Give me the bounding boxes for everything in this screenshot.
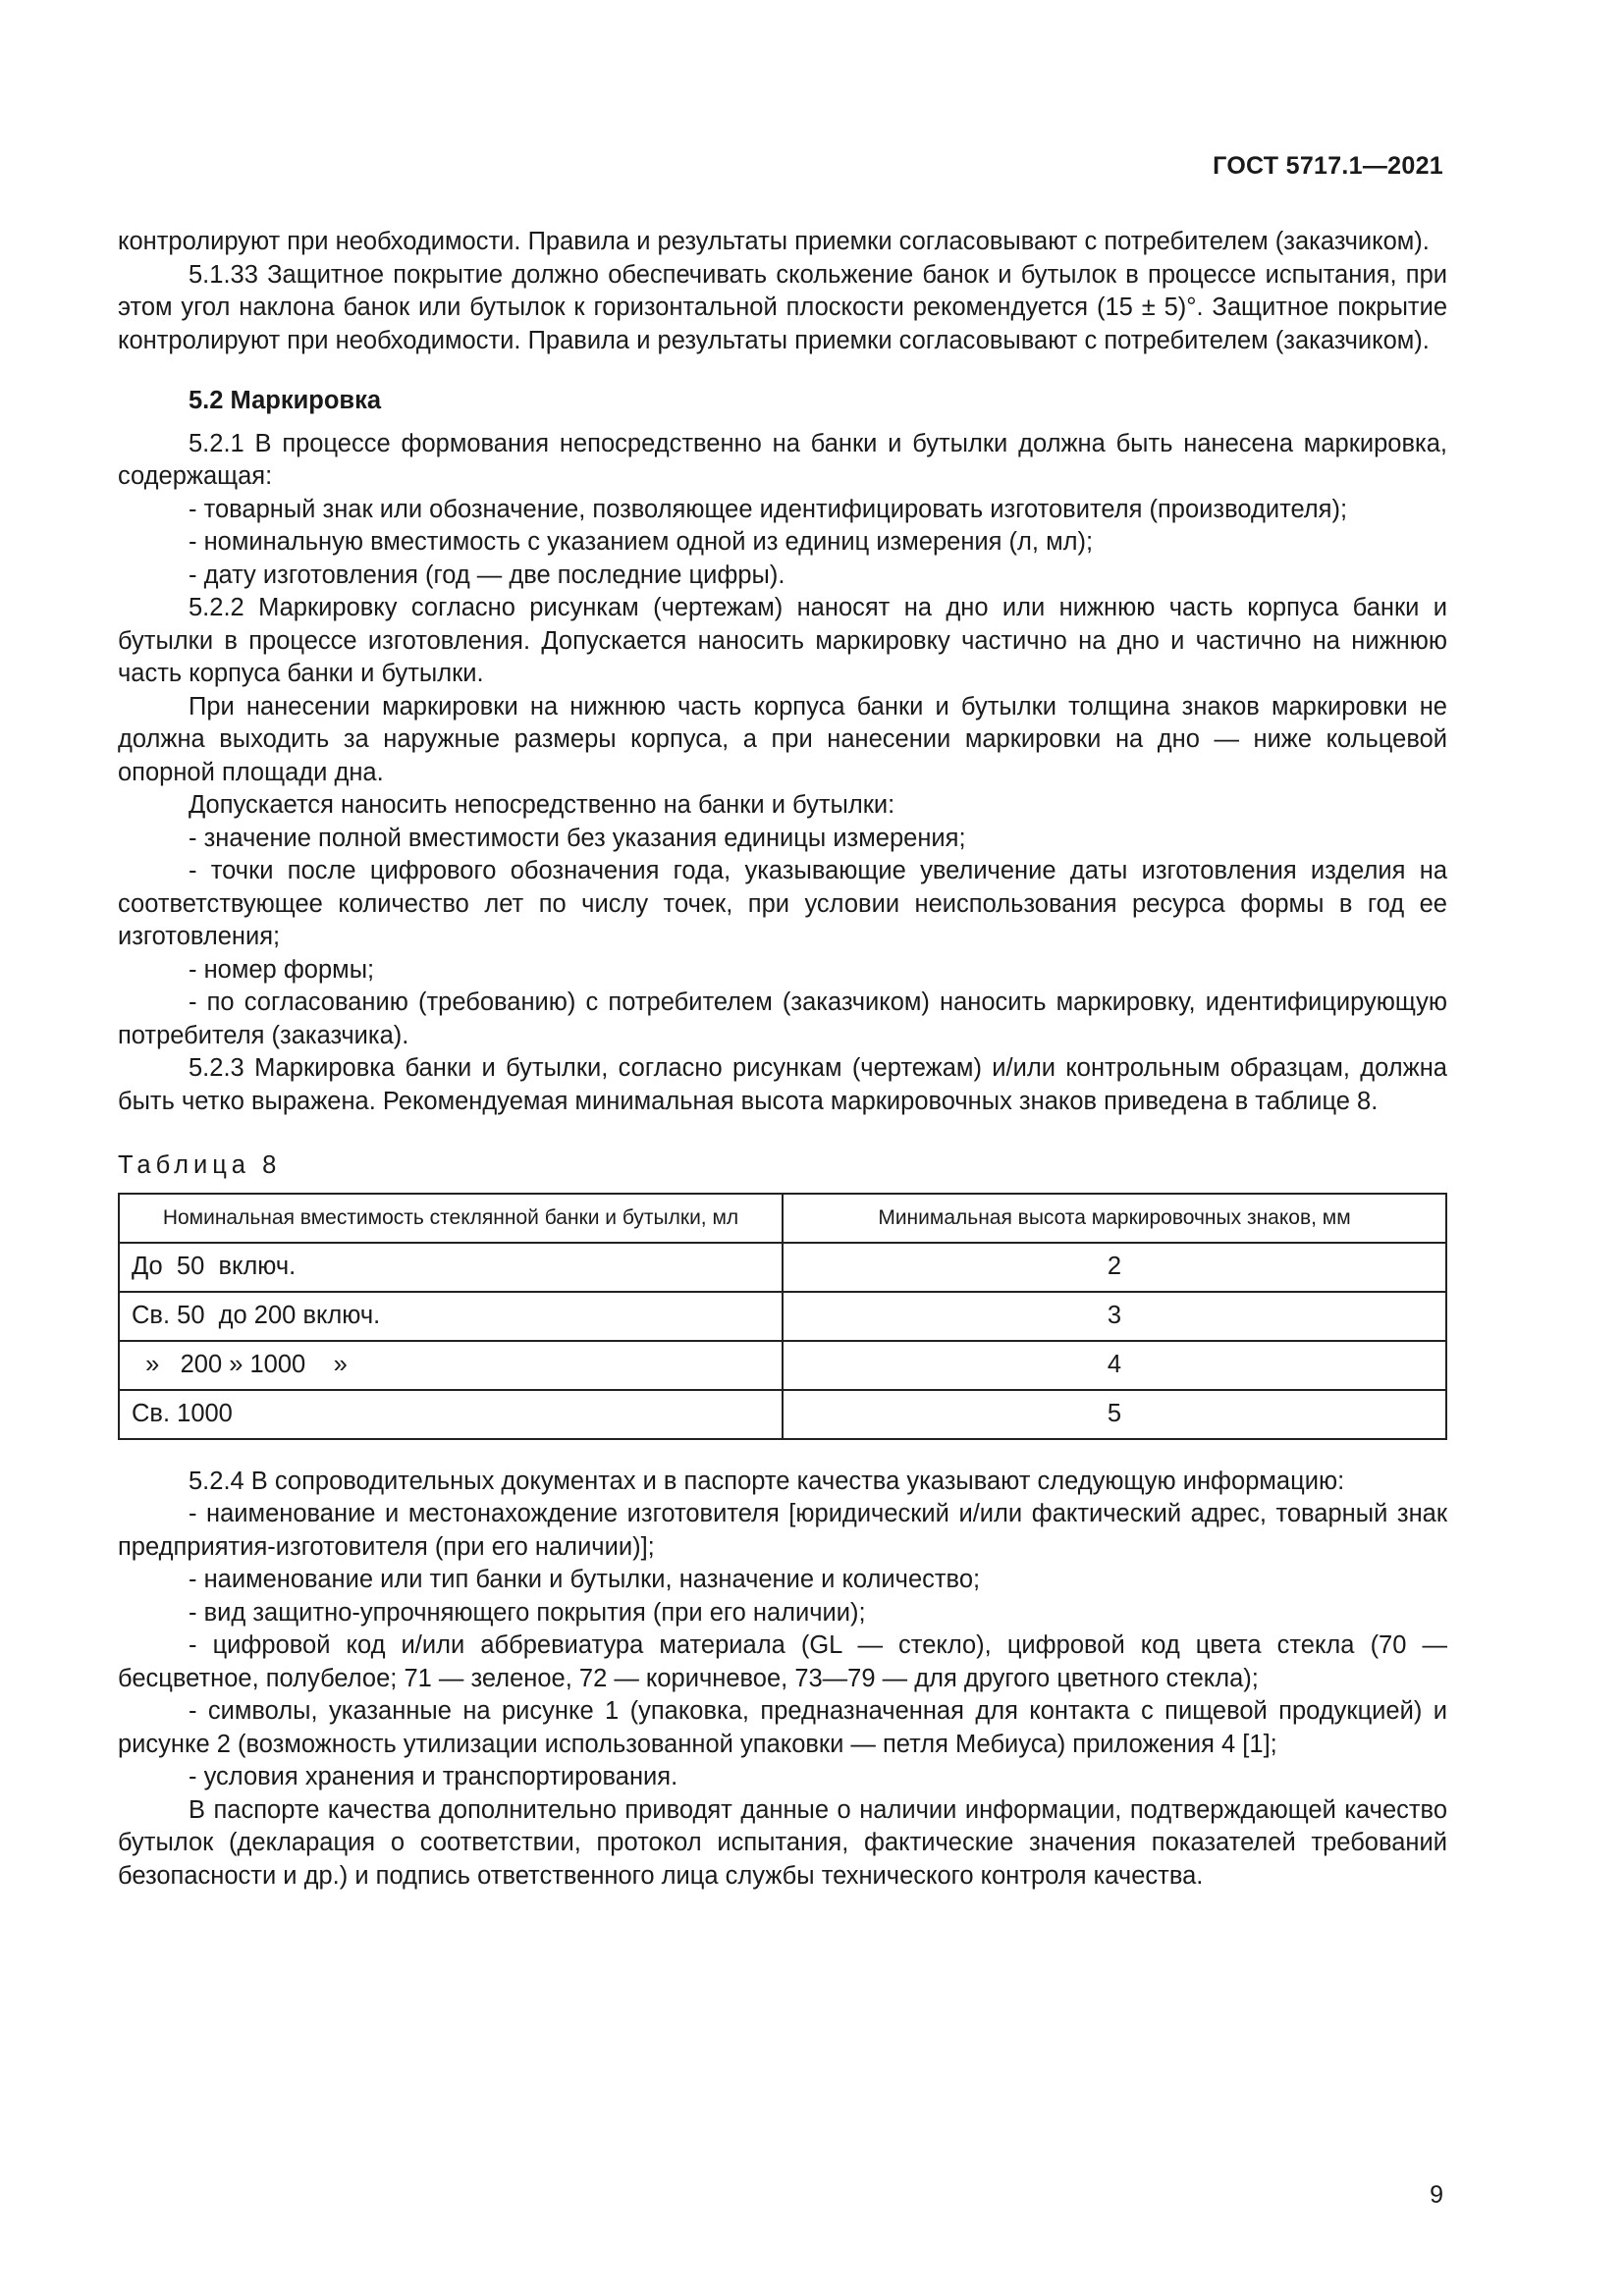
list-item: - дату изготовления (год — две последние цифры). — [189, 561, 785, 589]
paragraph-marking-thickness: При нанесении маркировки на нижнюю часть корпуса банки и бутылки толщина знаков маркировки не должна выходить за наружные размеры корпуса, а при нанесении маркировки на дно — ниже кольцевой опорной площади дна. — [118, 692, 1447, 786]
capacity-cell: Св. 1000 — [119, 1390, 783, 1439]
paragraph-5-2-2: 5.2.2 Маркировку согласно рисункам (чертежам) наносят на дно или нижнюю часть корпуса банки и бутылки в процессе изготовления. Допускается наносить маркировку частично на дно и частично на нижнюю часть корпуса банки и бутылки. — [118, 594, 1447, 687]
paragraph-allowed: Допускается наносить непосредственно на банки и бутылки: — [189, 791, 895, 819]
list-item: - номинальную вместимость с указанием одной из единиц измерения (л, мл); — [189, 528, 1094, 556]
table-row — [119, 1390, 1446, 1439]
page-content — [118, 226, 1447, 1893]
height-cell: 3 — [783, 1292, 1446, 1341]
table-row — [119, 1243, 1446, 1292]
capacity-cell: До 50 включ. — [119, 1243, 783, 1292]
paragraph-5-2-4: 5.2.4 В сопроводительных документах и в паспорте качества указывают следующую информацию: — [189, 1467, 1345, 1495]
paragraph-5-2-1: 5.2.1 В процессе формования непосредственно на банки и бутылки должна быть нанесена маркировка, содержащая: — [118, 429, 1447, 490]
paragraph-5-1-33: 5.1.33 Защитное покрытие должно обеспечивать скольжение банок и бутылок в процессе испытания, при этом угол наклона банок или бутылок к горизонтальной плоскости рекомендуется (15 ± 5)°. Защитное покрытие контролируют при необходимости. Правила и результаты приемки согласовывают с потребителем (заказчиком). — [118, 260, 1447, 354]
table-caption: Таблица 8 — [118, 1151, 282, 1179]
paragraph-continuation: контролируют при необходимости. Правила и результаты приемки согласовывают с потребителем (заказчиком). — [118, 228, 1430, 255]
capacity-cell: Св. 50 до 200 включ. — [119, 1292, 783, 1341]
table-header-row — [119, 1194, 1446, 1243]
table-header-capacity: Номинальная вместимость стеклянной банки и бутылки, мл — [119, 1194, 783, 1243]
document-code: ГОСТ 5717.1—2021 — [1213, 152, 1443, 180]
table-8 — [118, 1193, 1447, 1440]
list-item: - символы, указанные на рисунке 1 (упаковка, предназначенная для контакта с пищевой продукцией) и рисунке 2 (возможность утилизации использованной упаковки — петля Мебиуса) приложения 4 [1]; — [118, 1697, 1447, 1758]
capacity-cell: » 200 » 1000 » — [119, 1341, 783, 1390]
paragraph-passport: В паспорте качества дополнительно приводят данные о наличии информации, подтверждающей качество бутылок (декларация о соответствии, протокол испытания, фактические значения показателей требований безопасности и др.) и подпись ответственного лица службы технического контроля качества. — [118, 1795, 1447, 1890]
list-item: - значение полной вместимости без указания единицы измерения; — [189, 824, 966, 852]
section-title-5-2: 5.2 Маркировка — [189, 387, 382, 414]
list-item: - вид защитно-упрочняющего покрытия (при его наличии); — [189, 1598, 866, 1627]
height-cell: 5 — [783, 1390, 1446, 1439]
list-item: - точки после цифрового обозначения года, указывающие увеличение даты изготовления изделия на соответствующее количество лет по числу точек, при условии неиспользования ресурса формы в год ее изготовления; — [118, 857, 1447, 950]
list-item: - по согласованию (требованию) с потребителем (заказчиком) наносить маркировку, идентифицирующую потребителя (заказчика). — [118, 988, 1447, 1049]
list-item: - товарный знак или обозначение, позволяющее идентифицировать изготовителя (производителя); — [189, 495, 1348, 523]
page-number: 9 — [1430, 2181, 1443, 2209]
list-item: - условия хранения и транспортирования. — [189, 1763, 678, 1790]
list-item: - наименование и местонахождение изготовителя [юридический и/или фактический адрес, товарный знак предприятия-изготовителя (при его наличии)]; — [118, 1500, 1447, 1561]
table-row — [119, 1292, 1446, 1341]
table-header-min-height: Минимальная высота маркировочных знаков, мм — [783, 1194, 1446, 1243]
list-item: - номер формы; — [189, 955, 375, 984]
height-cell: 2 — [783, 1243, 1446, 1292]
table-row — [119, 1341, 1446, 1390]
height-cell: 4 — [783, 1341, 1446, 1390]
list-item: - наименование или тип банки и бутылки, назначение и количество; — [189, 1566, 981, 1593]
list-item: - цифровой код и/или аббревиатура материала (GL — стекло), цифровой код цвета стекла (70 — бесцветное, полубелое; 71 — зеленое, 72 — коричневое, 73—79 — для другого цветного стекла); — [118, 1631, 1447, 1692]
paragraph-5-2-3: 5.2.3 Маркировка банки и бутылки, согласно рисункам (чертежам) и/или контрольным образцам, должна быть четко выражена. Рекомендуемая минимальная высота маркировочных знаков приведена в таблице 8. — [118, 1054, 1447, 1115]
